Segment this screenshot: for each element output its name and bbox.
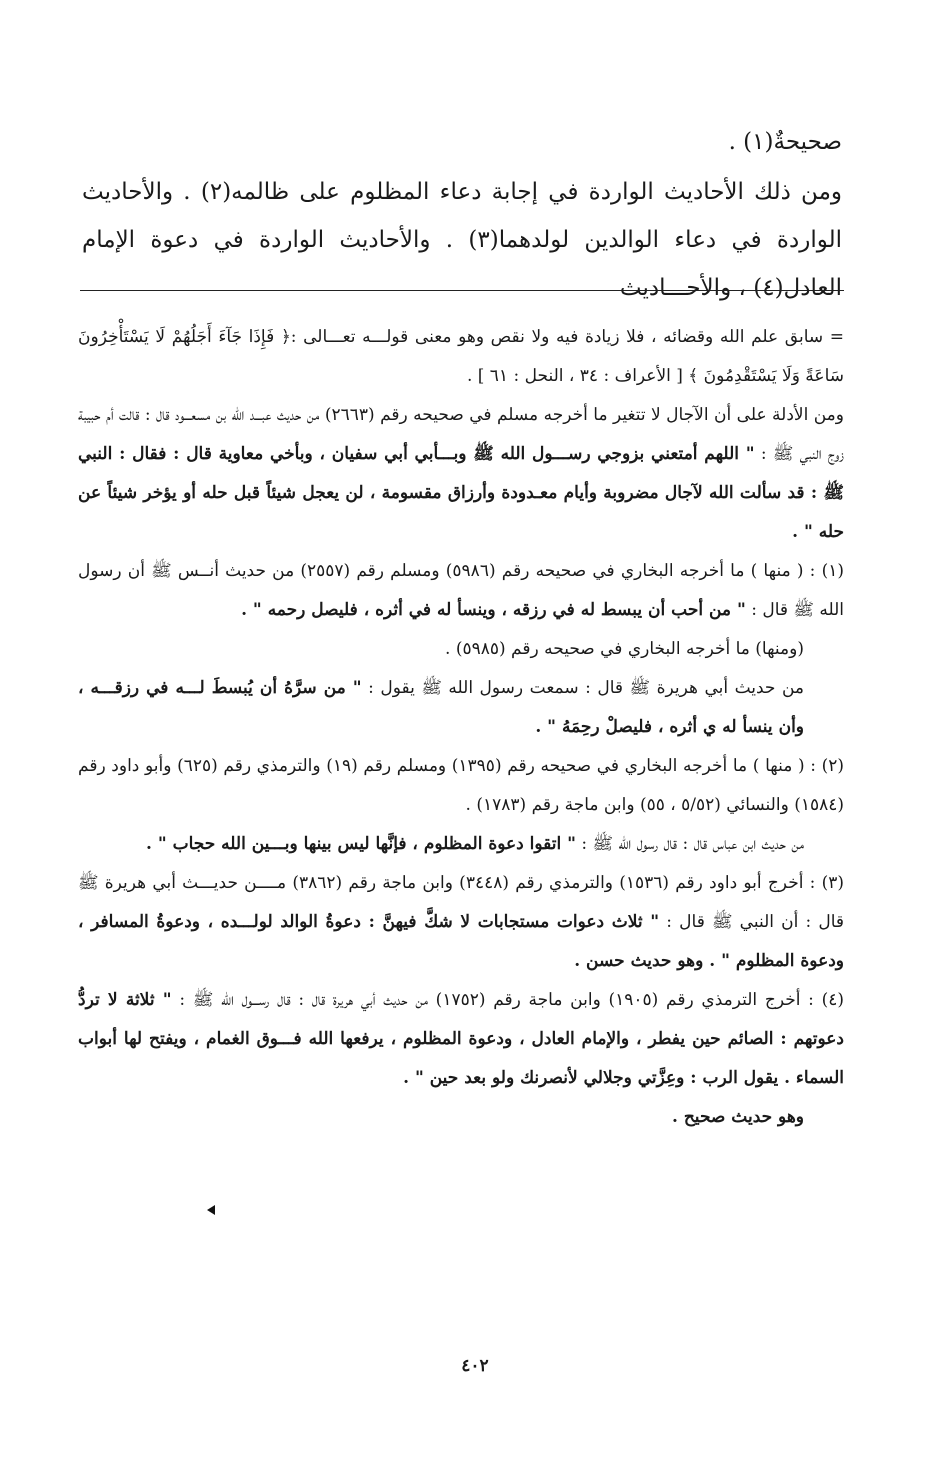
footnote-4 bbox=[78, 981, 844, 1098]
footnotes bbox=[78, 318, 844, 1137]
footnote-separator bbox=[80, 290, 844, 291]
page-number: ٤٠٢ bbox=[461, 1356, 489, 1376]
margin-marker-icon bbox=[207, 1205, 215, 1215]
footnote-4-c: وهو حديث صحيح . bbox=[672, 1107, 804, 1127]
footnote-text: (١) : ( منها ) ما أخرجه البخاري في صحيحه رقم (٥٩٨٦) ومسلم رقم (٢٥٥٧) من حديث أنــس ﷺ أن رسول الله ﷺ قال : bbox=[78, 561, 844, 620]
footnote-text: من حديث أبي هريرة ﷺ قال : سمعت رسول الله ﷺ يقول : bbox=[361, 678, 804, 698]
hadith-quote: " من سرَّهُ أن يُبسطَ لـــه في رزقـــه ، وأن ينسأ له ي أثره ، فليصلْ رحِمَهُ " . bbox=[78, 678, 804, 737]
footnote-1 bbox=[78, 552, 844, 630]
footnote-continuation-a: = سابق علم الله وقضائه ، فلا زيادة فيه ولا نقص وهو معنى قولـــه تعـــالى :﴿ فَإِذَا جَآءَ أَجَلُهُمْ لَا يَسْتَأْخِرُونَ سَاعَةً وَلَا يَسْتَقْدِمُونَ ﴾ [ الأعراف : ٣٤ ، النحل : ٦١ ] . bbox=[78, 327, 844, 386]
hadith-quote: " ثلاث دعوات مستجابات لا شكَّ فيهنَّ : دعوةُ الوالد لولـــده ، ودعوةُ المسافر ، ودعوة المظلوم " . وهو حديث حسن . bbox=[78, 912, 844, 971]
main-line-1: صحيحةٌ(١) . bbox=[728, 129, 842, 155]
hadith-quote: " من أحب أن يبسط له في رزقه ، وينسأ له في أثره ، فليصل رحمه " . bbox=[241, 600, 746, 620]
footnote-1-c bbox=[78, 669, 844, 747]
footnote-text: ومن الأدلة على أن الآجال لا تتغير ما أخرجه مسلم في صحيحه رقم (٢٦٦٣) من حديث عبـــد الله بن مسعـــود قال : قالت أم حبيبة زوج النبي ﷺ : bbox=[78, 405, 844, 464]
footnote-continuation-b bbox=[78, 396, 844, 552]
footnote-text: (٣) : أخرج أبو داود رقم (١٥٣٦) والترمذي رقم (٣٤٤٨) وابن ماجة رقم (٣٨٦٢) مــــن حديـــث أبي هريرة ﷺ قال : أن النبي ﷺ قال : bbox=[78, 873, 844, 932]
hadith-quote: " اللهم أمتعني بزوجي رســـول الله ﷺ وبـــأبي أبي سفيان ، وبأخي معاوية قال : فقال : النبي ﷺ : قد سألت الله لآجال مضروبة وأيام معـدودة وأرزاق مقسومة ، لن يعجل شيئاً قبل حله أو يؤخر شيئاً عن حله " . bbox=[78, 444, 844, 542]
hadith-quote: " اتقوا دعوة المظلوم ، فإنَّها ليس بينها وبـــين الله حجاب " . bbox=[145, 834, 577, 854]
footnote-3 bbox=[78, 864, 844, 981]
hadith-quote: " ثلاثة لا تردُّ دعوتهم : الصائم حين يفطر ، والإمام العادل ، ودعوة المظلوم ، يرفعها الله فـــوق الغمام ، ويفتح لها أبواب السماء . يقول الرب : وعِزَّتي وجلالي لأنصرنك ولو بعد حين " . bbox=[78, 990, 844, 1088]
footnote-2: (٢) : ( منها ) ما أخرجه البخاري في صحيحه رقم (١٣٩٥) ومسلم رقم (١٩) والترمذي رقم (٦٢٥) وأبو داود رقم (١٥٨٤) والنسائي (٥/٥٢ ، ٥٥) وابن ماجة رقم (١٧٨٣) . bbox=[78, 756, 844, 815]
footnote-text: (٤) : أخرج الترمذي رقم (١٩٠٥) وابن ماجة رقم (١٧٥٢) من حديث أبي هريرة قال : قال رســـول الله ﷺ : bbox=[171, 990, 845, 1010]
footnote-text: من حديث ابن عباس قال : قال رسول الله ﷺ : bbox=[576, 834, 804, 854]
main-text bbox=[82, 118, 842, 312]
main-paragraph: ومن ذلك الأحاديث الواردة في إجابة دعاء المظلوم على ظالمه(٢) . والأحاديث الواردة في دعاء الوالدين لولدهما(٣) . والأحاديث الواردة في دعوة الإمام العادل(٤) ، والأحـــاديث bbox=[82, 179, 842, 301]
footnote-1-b: (ومنها) ما أخرجه البخاري في صحيحه رقم (٥٩٨٥) . bbox=[445, 639, 804, 659]
footnote-2-b bbox=[78, 825, 844, 864]
